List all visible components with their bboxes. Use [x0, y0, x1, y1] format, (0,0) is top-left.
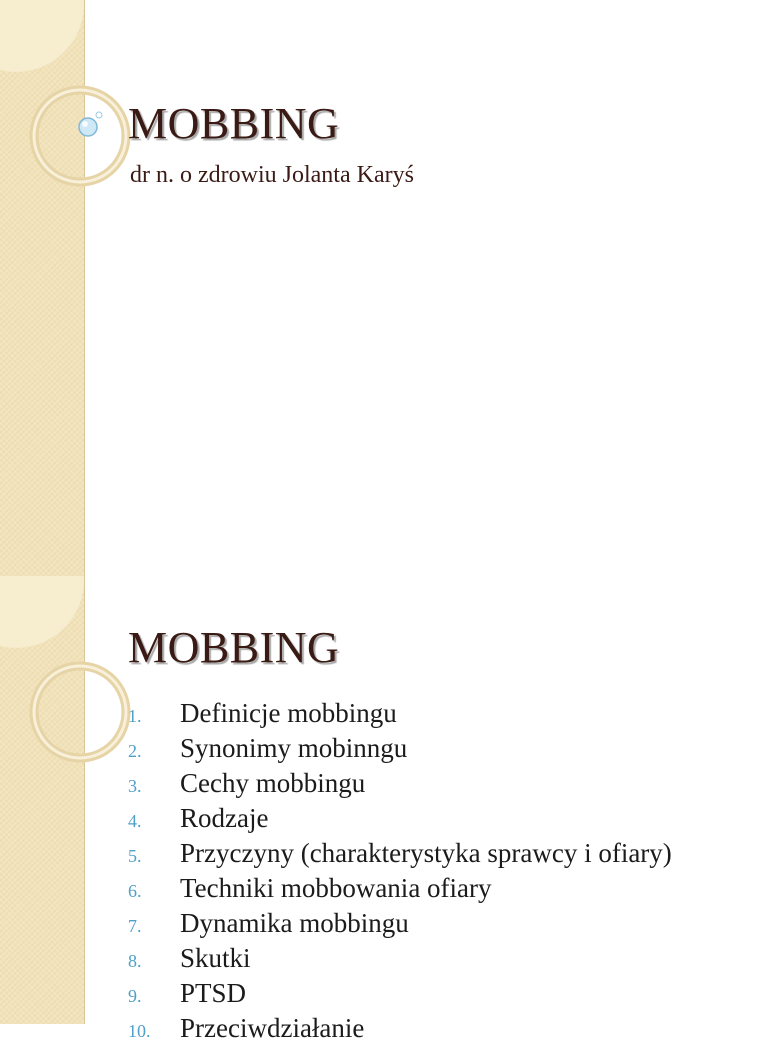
- list-item: [128, 803, 672, 838]
- item-text: Dynamika mobbingu: [180, 908, 409, 938]
- item-text: Synonimy mobinngu: [180, 733, 408, 763]
- item-number: 8.: [128, 951, 142, 971]
- list-item: [128, 768, 672, 803]
- list-item: [128, 978, 672, 1013]
- bubble-icon: [0, 0, 110, 200]
- agenda-list: [128, 698, 672, 1048]
- list-item: [128, 873, 672, 908]
- item-number: 1.: [128, 706, 142, 726]
- item-number: 4.: [128, 811, 142, 831]
- item-text: PTSD: [180, 978, 247, 1008]
- agenda-slide: [0, 576, 768, 1043]
- item-number: 5.: [128, 846, 142, 866]
- slide-title: MOBBING: [128, 623, 340, 672]
- item-text: Cechy mobbingu: [180, 768, 366, 798]
- item-number: 2.: [128, 741, 142, 761]
- item-number: 9.: [128, 986, 142, 1006]
- item-text: Techniki mobbowania ofiary: [180, 873, 492, 903]
- slide-subtitle: dr n. o zdrowiu Jolanta Karyś: [130, 162, 414, 188]
- list-item: [128, 1013, 672, 1048]
- list-item: [128, 698, 672, 733]
- list-item: [128, 838, 672, 873]
- item-text: Przyczyny (charakterystyka sprawcy i ofiary): [180, 838, 672, 868]
- list-item: [128, 733, 672, 768]
- item-text: Rodzaje: [180, 803, 269, 833]
- item-text: Skutki: [180, 943, 251, 973]
- item-number: 3.: [128, 776, 142, 796]
- item-text: Definicje mobbingu: [180, 698, 397, 728]
- item-text: Przeciwdziałanie: [180, 1013, 365, 1043]
- list-item: [128, 943, 672, 978]
- item-number: 6.: [128, 881, 142, 901]
- item-number: 7.: [128, 916, 142, 936]
- list-item: [128, 908, 672, 943]
- ring-decoration: [0, 576, 110, 776]
- slide-title: MOBBING: [128, 99, 340, 148]
- item-number: 10.: [128, 1021, 151, 1041]
